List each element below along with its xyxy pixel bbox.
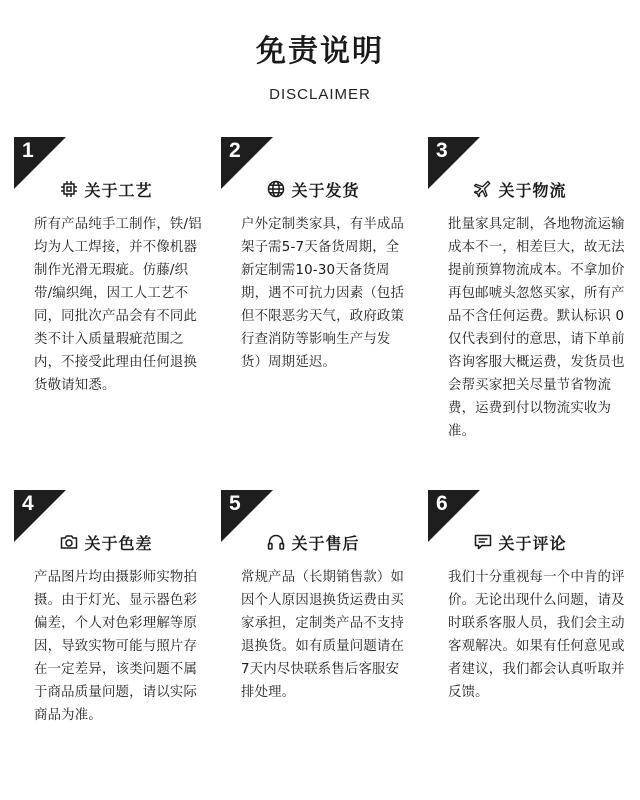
card-heading (14, 530, 199, 554)
comment-icon (474, 533, 492, 551)
card-heading-label: 关于色差 (84, 533, 153, 553)
card-body-text: 我们十分重视每一个中肯的评价。无论出现什么问题，请及时联系客服人员，我们会主动客观解决。如果有任何意见或者建议，我们都会认真听取并反馈。 (448, 570, 625, 700)
card-heading (14, 177, 199, 201)
globe-icon (267, 180, 285, 198)
card-heading (428, 177, 613, 201)
card-number: 5 (229, 492, 241, 515)
card-body-text: 常规产品（长期销售款）如因个人原因退换货运费由买家承担，定制类产品不支持退换货。如有质量问题请在7天内尽快联系售后客服安排处理。 (241, 570, 405, 700)
page-title: 免责说明 (256, 34, 384, 69)
card-body-text: 产品图片均由摄影师实物拍摄。由于灯光、显示器色彩偏差，个人对色彩理解等原因，导致实物可能与照片存在一定差异，该类问题不属于商品质量问题，请以实际商品为准。 (34, 570, 198, 723)
chip-icon (60, 180, 78, 198)
card-heading-label: 关于评论 (498, 533, 567, 553)
camera-icon (60, 533, 78, 551)
card-number: 2 (229, 139, 241, 162)
page-subtitle: DISCLAIMER (269, 86, 371, 103)
card-number: 3 (436, 139, 448, 162)
plane-icon (474, 180, 492, 198)
card-heading-label: 关于发货 (291, 180, 360, 200)
card-number: 1 (22, 139, 34, 162)
card-body-text: 所有产品纯手工制作，铁/铝均为人工焊接，并不像机器制作光滑无瑕疵。仿藤/织带/编织绳，因工人工艺不同，同批次产品会有不同此类不计入质量瑕疵范围之内，不接受此理由任何退换货敬请知悉。 (34, 217, 202, 393)
card-body-text: 户外定制类家具，有半成品架子需5-7天备货周期，全新定制需10-30天备货周期，遇不可抗力因素（包括但不限恶劣天气，政府政策行查消防等影响生产与发货）周期延迟。 (241, 217, 405, 370)
card-number: 4 (22, 492, 34, 515)
card-heading-label: 关于售后 (291, 533, 360, 553)
headphones-icon (267, 533, 285, 551)
card-number: 6 (436, 492, 448, 515)
card-heading (221, 177, 406, 201)
card-body-text: 批量家具定制，各地物流运输成本不一，相差巨大，故无法提前预算物流成本。不拿加价再包邮唬头忽悠买家，所有产品不含任何运费。默认标识 0 仅代表到付的意思，请下单前咨询客服大概运费，发货员也会帮买家把关尽量节省物流费，运费到付以物流实收为准。 (448, 217, 625, 439)
card-heading-label: 关于物流 (498, 180, 567, 200)
card-heading (221, 530, 406, 554)
card-heading-label: 关于工艺 (84, 180, 153, 200)
card-heading (428, 530, 613, 554)
